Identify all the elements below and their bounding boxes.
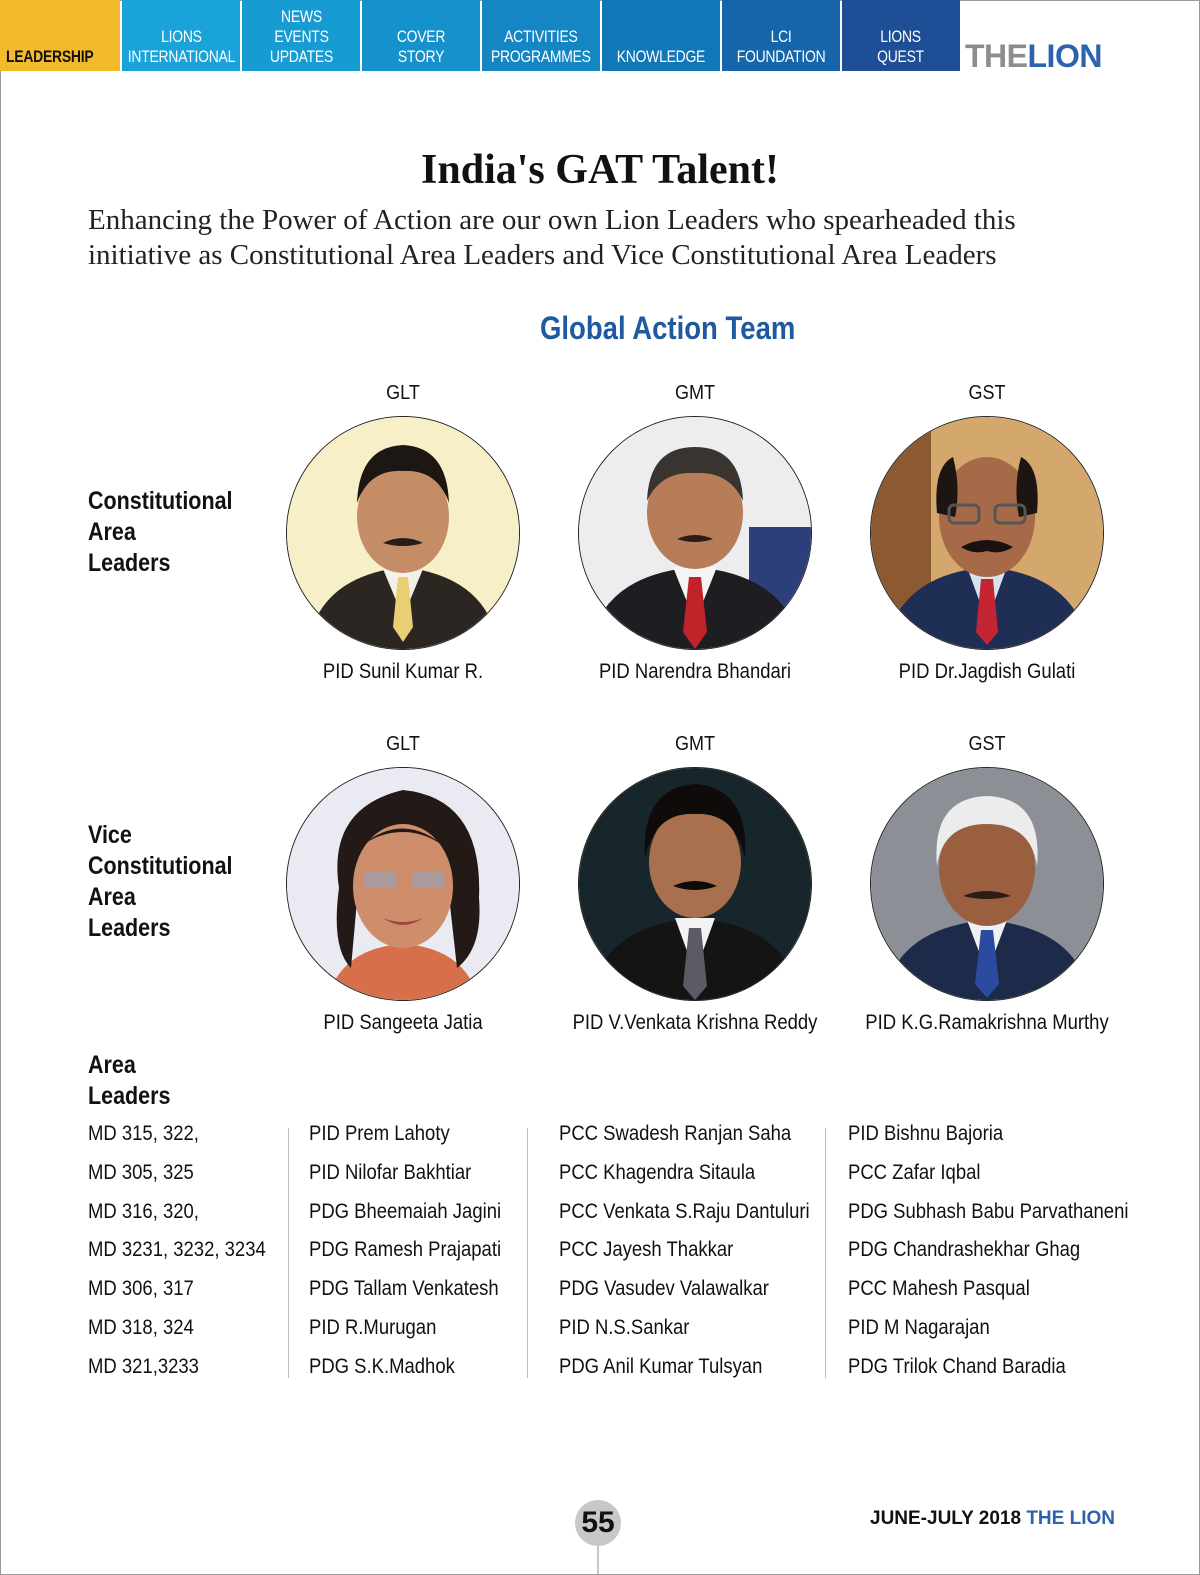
tab-news-events-updates[interactable]: NEWS EVENTS UPDATES <box>242 0 360 71</box>
member-card <box>837 733 1137 1035</box>
gmt-cell: PCC Venkata S.Raju Dantuluri <box>559 1200 810 1223</box>
page-subtitle: Enhancing the Power of Action are our own Lion Leaders who spearheaded this initiative as Constitutional Area Leaders and Vice Constitutional Area Leaders <box>88 204 1016 271</box>
gst-cell: PCC Mahesh Pasqual <box>848 1277 1030 1300</box>
section-nav <box>0 0 962 71</box>
page-number-tick <box>597 1546 599 1574</box>
gmt-cell: PDG Vasudev Valawalkar <box>559 1277 769 1300</box>
gmt-cell: PID N.S.Sankar <box>559 1316 690 1339</box>
glt-cell: PDG Tallam Venkatesh <box>309 1277 499 1300</box>
constitutional-label: Constitutional Area Leaders <box>88 487 233 577</box>
glt-cell: PID Prem Lahoty <box>309 1122 450 1145</box>
page-number: 55 <box>575 1500 621 1546</box>
gmt-cell: PCC Khagendra Sitaula <box>559 1161 756 1184</box>
gmt-cell: PDG Anil Kumar Tulsyan <box>559 1355 763 1378</box>
member-photo <box>870 416 1104 650</box>
gst-cell: PID M Nagarajan <box>848 1316 990 1339</box>
member-card <box>253 382 553 684</box>
md-cell: MD 316, 320, <box>88 1200 199 1223</box>
tab-knowledge[interactable]: KNOWLEDGE <box>602 0 720 71</box>
gst-cell: PDG Trilok Chand Baradia <box>848 1355 1066 1378</box>
member-card <box>545 733 845 1035</box>
member-card <box>545 382 845 684</box>
tab-lions-quest[interactable]: LIONS QUEST <box>842 0 960 71</box>
glt-cell: PDG Bheemaiah Jagini <box>309 1200 502 1223</box>
gmt-cell: PCC Swadesh Ranjan Saha <box>559 1122 792 1145</box>
magazine-name: THE LION <box>1026 1508 1115 1529</box>
member-card <box>253 733 553 1035</box>
md-cell: MD 3231, 3232, 3234 <box>88 1238 266 1261</box>
magazine-logo: THELION <box>965 38 1102 74</box>
member-category: GMT <box>675 382 715 404</box>
gst-cell: PID Bishnu Bajoria <box>848 1122 1004 1145</box>
glt-cell: PDG Ramesh Prajapati <box>309 1238 502 1261</box>
md-cell: MD 315, 322, <box>88 1122 199 1145</box>
column-divider <box>527 1128 528 1378</box>
member-name: PID Narendra Bhandari <box>598 660 792 683</box>
gst-cell: PCC Zafar Iqbal <box>848 1161 981 1184</box>
issue-footer <box>870 1508 1115 1530</box>
tab-lions-international[interactable]: LIONS INTERNATIONAL <box>122 0 240 71</box>
glt-cell: PID R.Murugan <box>309 1316 437 1339</box>
md-cell: MD 321,3233 <box>88 1355 199 1378</box>
page-title: India's GAT Talent! <box>421 147 779 193</box>
member-photo <box>286 767 520 1001</box>
gst-cell: PDG Subhash Babu Parvathaneni <box>848 1200 1129 1223</box>
member-name: PID K.G.Ramakrishna Murthy <box>865 1011 1109 1034</box>
tab-leadership[interactable]: LEADERSHIP <box>0 0 120 71</box>
md-cell: MD 305, 325 <box>88 1161 194 1184</box>
tab-lci-foundation[interactable]: LCI FOUNDATION <box>722 0 840 71</box>
member-photo <box>578 416 812 650</box>
member-name: PID Sunil Kumar R. <box>322 660 484 683</box>
tab-activities-programmes[interactable]: ACTIVITIES PROGRAMMES <box>482 0 600 71</box>
gmt-cell: PCC Jayesh Thakkar <box>559 1238 734 1261</box>
member-category: GLT <box>386 733 420 755</box>
member-category: GLT <box>386 382 420 404</box>
issue-date: JUNE-JULY 2018 <box>870 1508 1022 1529</box>
md-cell: MD 318, 324 <box>88 1316 194 1339</box>
member-category: GST <box>968 382 1006 404</box>
section-title: Global Action Team <box>540 310 796 346</box>
glt-cell: PID Nilofar Bakhtiar <box>309 1161 472 1184</box>
member-name: PID V.Venkata Krishna Reddy <box>572 1011 818 1034</box>
member-category: GST <box>968 733 1006 755</box>
glt-cell: PDG S.K.Madhok <box>309 1355 455 1378</box>
area-leaders-label: Area Leaders <box>88 1051 171 1110</box>
member-photo <box>578 767 812 1001</box>
member-name: PID Dr.Jagdish Gulati <box>898 660 1076 683</box>
md-cell: MD 306, 317 <box>88 1277 194 1300</box>
member-photo <box>286 416 520 650</box>
column-divider <box>825 1128 826 1378</box>
member-card <box>837 382 1137 684</box>
tab-cover-story[interactable]: COVER STORY <box>362 0 480 71</box>
member-category: GMT <box>675 733 715 755</box>
vice-constitutional-label: Vice Constitutional Area Leaders <box>88 821 233 942</box>
gst-cell: PDG Chandrashekhar Ghag <box>848 1238 1081 1261</box>
member-photo <box>870 767 1104 1001</box>
column-divider <box>288 1128 289 1378</box>
member-name: PID Sangeeta Jatia <box>323 1011 483 1034</box>
